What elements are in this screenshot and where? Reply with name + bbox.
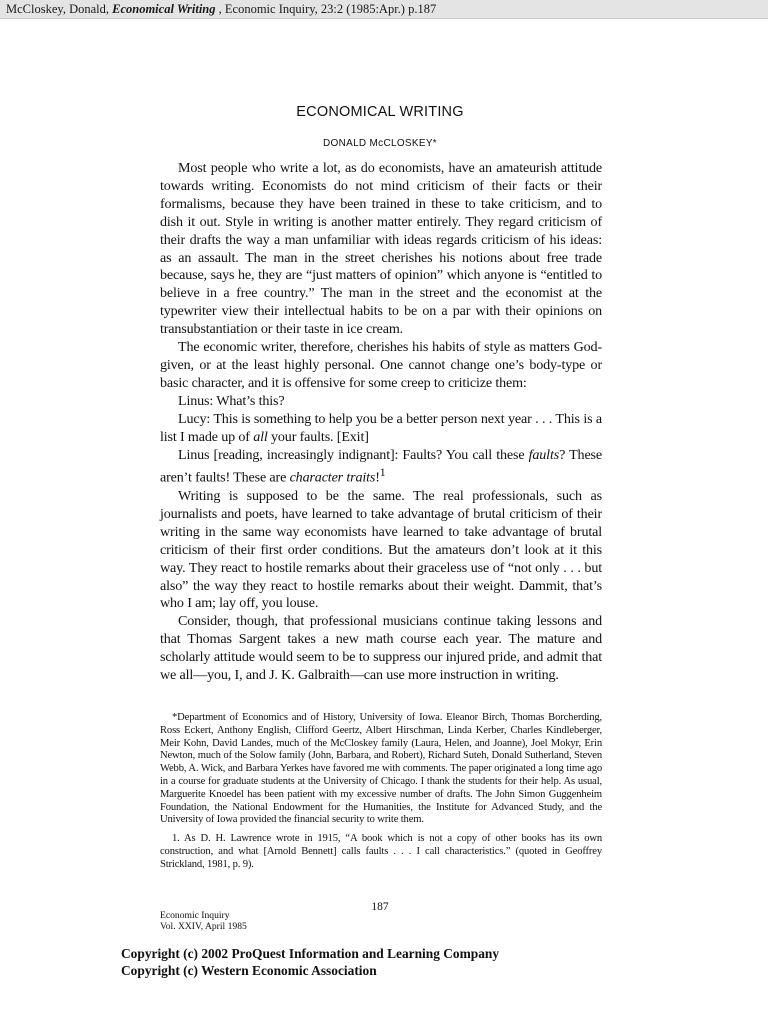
dialogue-text: ? These aren’t faults! These are <box>160 446 602 487</box>
emphasis: faults <box>528 446 560 463</box>
body-paragraph: Writing is supposed to be the same. The real professionals, such as journalists and poets, have learned to take advantage of brutal criticism of their writing in the same way economists have learned to take advantage of brutal criticism of their first order conditions. But the amateurs don’t look at it this way. They react to hostile remarks about their graceless use of “not only . . . but also” the way they react to hostile remarks about their weight. Dammit, that’s who I am; lay off, you louse. <box>160 488 602 612</box>
footnote-marker[interactable]: 1 <box>379 466 386 480</box>
article-title: ECONOMICAL WRITING <box>296 104 464 120</box>
citation-text <box>6 1 436 17</box>
footnote-1: 1. As D. H. Lawrence wrote in 1915, “A book which is not a copy of other books has its own construction, and what [Arnold Bennett] calls faults . . . I call characteristics.” (quoted in Geoffrey Strickland, 1981, p. 9). <box>160 833 602 870</box>
citation-bar <box>0 0 768 19</box>
body-paragraph: Most people who write a lot, as do economists, have an amateurish attitude towards writing. Economists do not mind criticism of their facts or their formalisms, because they have been trained in these to take criticism, and to dish it out. Style in writing is another matter entirely. They regard criticism of their drafts the way a man unfamiliar with ideas regards criticism of his ideas: as an assault. The man in the street cherishes his notions about free trade because, says he, they are “just matters of opinion” which anyone is “entitled to believe in a free country.” The man in the street and the economist at the typewriter view their intellectual habits to be on a par with their opinions on transubstantiation or their taste in ice cream. <box>160 160 602 338</box>
body-paragraph: Consider, though, that professional musicians continue taking lessons and that Thomas Sargent takes a new math course each year. The mature and scholarly attitude would seem to be to suppress our injured pride, and admit that we all—you, I, and J. K. Galbraith—can use more instruction in writing. <box>160 613 602 684</box>
copyright-notice <box>121 945 499 979</box>
dialogue-text: Linus [reading, increasingly indignant]: Faults? You call these <box>178 446 529 463</box>
article-body <box>160 160 602 685</box>
journal-volume: Vol. XXIV, April 1985 <box>160 921 247 932</box>
article-author: DONALD McCLOSKEY* <box>322 138 438 149</box>
journal-name: Economic Inquiry <box>160 910 230 921</box>
body-paragraph: The economic writer, therefore, cherishes his habits of style as matters God-given, or at the least highly personal. One cannot change one’s body-type or basic character, and it is offensive for some creep to criticize them: <box>160 339 602 391</box>
copyright-line: Copyright (c) 2002 ProQuest Information and Learning Company <box>121 946 500 961</box>
citation-title: Economical Writing <box>112 2 216 16</box>
dialogue-lucy <box>160 411 602 447</box>
footnote-affiliation: *Department of Economics and of History, University of Iowa. Eleanor Birch, Thomas Borcherding, Ross Eckert, Anthony English, Clifford Geertz, Albert Hirschman, Linda Kerber, Charles Kindleberger, Meir Kohn, David Landes, much of the McCloskey family (Laura, Helen, and Joanne), Joel Mokyr, Erin Newton, much of the Solow family (John, Barbara, and Robert), Richard Suteh, Donald Sutherland, Steven Webb, A. Wick, and Barbara Yerkes have favored me with comments. The paper originated a long time ago in a course for graduate students at the University of Chicago. I thank the students for their help. As usual, Marguerite Knoedel has been patient with my excessive number of drafts. The John Simon Guggenheim Foundation, the National Endowment for the Humanities, the Institute for Advanced Study, and the University of Iowa provided the financial security to write them. <box>160 712 602 826</box>
dialogue-linus-reading <box>160 447 602 489</box>
dialogue-text: your faults. [Exit] <box>267 428 369 445</box>
journal-info <box>160 910 247 932</box>
footnotes <box>160 712 602 878</box>
copyright-line: Copyright (c) Western Economic Association <box>121 963 377 978</box>
dialogue-linus: Linus: What’s this? <box>178 392 285 409</box>
dialogue-text: ! <box>375 470 380 487</box>
citation-suffix: , Economic Inquiry, 23:2 (1985:Apr.) p.187 <box>215 2 437 16</box>
emphasis: all <box>253 428 268 445</box>
citation-prefix: McCloskey, Donald, <box>6 2 113 16</box>
page-number: 187 <box>371 901 389 913</box>
dialogue-text: Lucy: This is something to help you be a better person next year . . . This is a list I made up of <box>160 410 602 445</box>
emphasis: character traits <box>289 470 376 487</box>
